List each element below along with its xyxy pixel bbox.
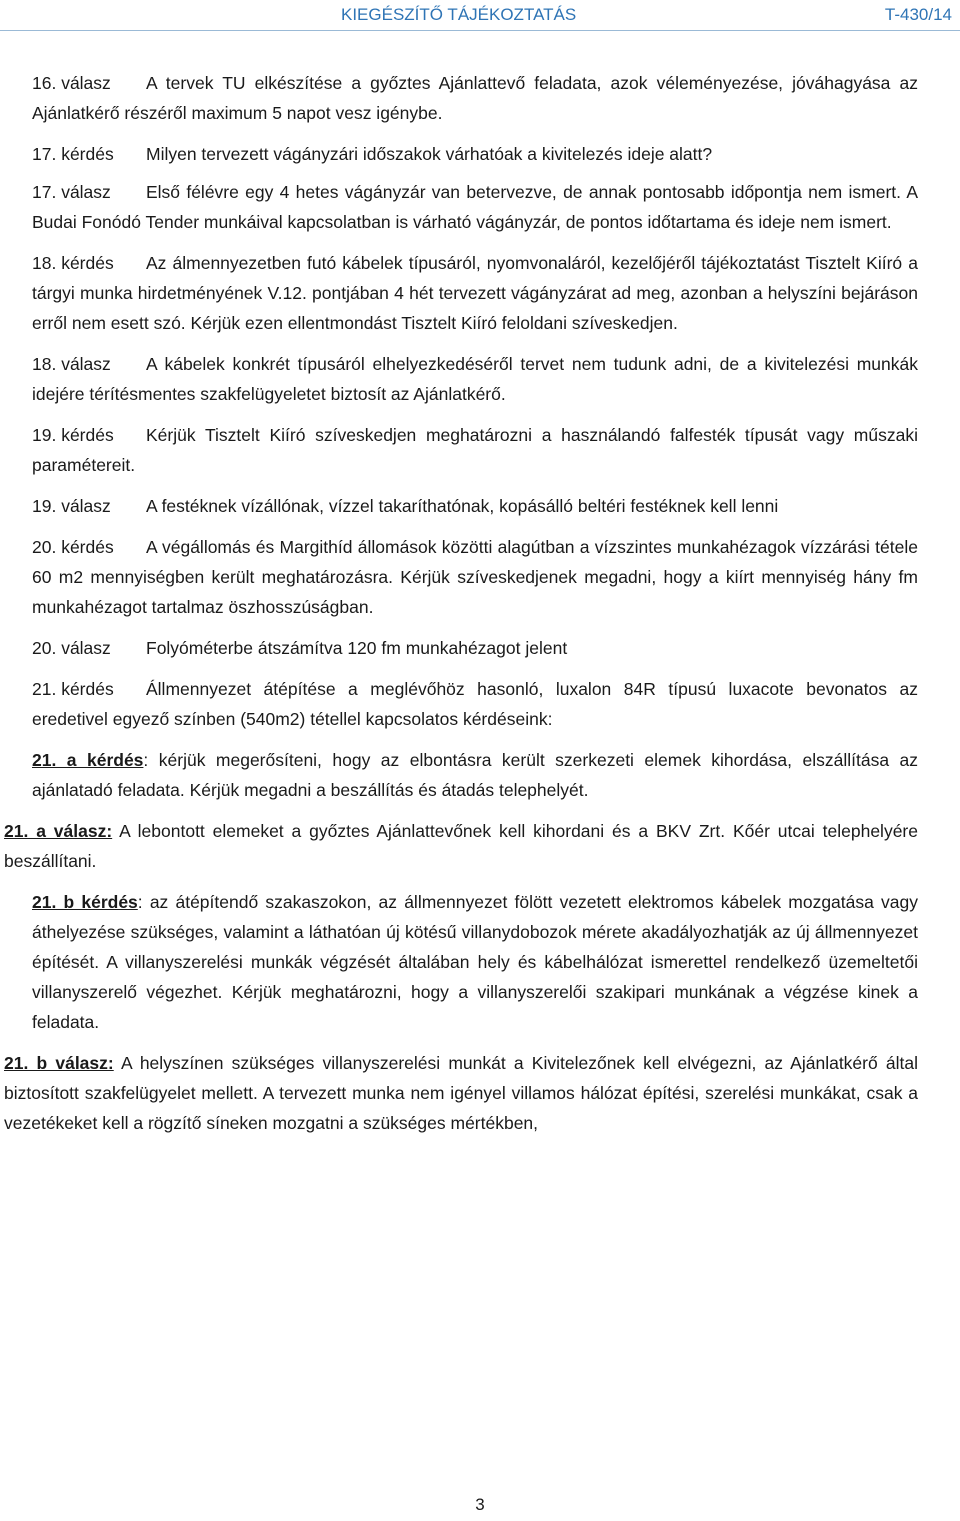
entry-text: Állmennyezet átépítése a meglévőhöz hasonló, luxalon 84R típusú luxacote bevonatos az eredetivel egyező színben (540m2) tétellel kapcsolatos kérdéseink: — [32, 679, 918, 729]
answer-18 — [32, 349, 918, 409]
entry-label: 17. válasz — [32, 182, 111, 202]
answer-19 — [32, 491, 918, 521]
question-21a — [32, 745, 918, 805]
entry-text: Milyen tervezett vágányzári időszakok várhatóak a kivitelezés ideje alatt? — [146, 144, 713, 164]
subentry-label: 21. a válasz: — [4, 821, 113, 841]
entry-label: 17. kérdés — [32, 144, 114, 164]
answer-16 — [32, 68, 918, 128]
subentry-label: 21. b válasz: — [4, 1053, 114, 1073]
entry-text: A festéknek vízállónak, vízzel takaríthatónak, kopásálló beltéri festéknek kell lenni — [146, 496, 779, 516]
question-20 — [32, 532, 918, 622]
subentry-separator: : — [137, 892, 143, 912]
entry-label: 18. kérdés — [32, 253, 114, 273]
question-17 — [32, 139, 918, 169]
subentry-text: A helyszínen szükséges villanyszerelési munkát a Kivitelezőnek kell elvégezni, az Ajánlatkérő által biztosított szakfelügyelet mellett. A tervezett munka nem igényel villamos hálózat építési, szerelési munkákat, csak a vezetékeket kell a rögzítő síneken mozgatni a szükséges mértékben, — [4, 1053, 918, 1133]
entry-label: 19. kérdés — [32, 425, 114, 445]
entry-text: Első félévre egy 4 hetes vágányzár van betervezve, de annak pontosabb időpontja nem ismert. A Budai Fonódó Tender munkáival kapcsolatban is várható vágányzár, de pontos időtartama és ideje nem ismert. — [32, 182, 918, 232]
question-21b — [32, 887, 918, 1037]
entry-text: A kábelek konkrét típusáról elhelyezkedéséről tervet nem tudunk adni, de a kivitelezési munkák idejére térítésmentes szakfelügyeletet biztosít az Ajánlatkérő. — [32, 354, 918, 404]
entry-label: 19. válasz — [32, 496, 111, 516]
page-number: 3 — [475, 1495, 485, 1514]
entry-text: A tervek TU elkészítése a győztes Ajánlattevő feladata, azok véleményezése, jóváhagyása az Ajánlatkérő részéről maximum 5 napot vesz igénybe. — [32, 73, 918, 123]
entry-text: Az álmennyezetben futó kábelek típusáról, nyomvonaláról, kezelőjéről tájékoztatást Tisztelt Kiíró a tárgyi munka hirdetményének V.12. pontjában 4 hét tervezett vágányzárat ad meg, azonban a helyszíni bejáráson erről nem esett szó. Kérjük ezen ellentmondást Tisztelt Kiíró feloldani szíveskedjen. — [32, 253, 918, 333]
header-reference: T-430/14 — [884, 5, 952, 24]
answer-17 — [32, 177, 918, 237]
answer-20 — [32, 633, 918, 663]
entry-label: 18. válasz — [32, 354, 111, 374]
subentry-label: 21. b kérdés — [32, 892, 138, 912]
subentry-text: az átépítendő szakaszokon, az állmennyezet fölött vezetett elektromos kábelek mozgatása vagy áthelyezése szükséges, valamint a láthatóan új kötésű villanydobozok mérete akadályozhatják az új állmennyezet építését. A villanyszerelési munkák végzését általában hely és kábelhálózat ismerettel rendelkező üzemeltetői villanyszerelő végezhet. Kérjük meghatározni, hogy a villanyszerelői szakipari munkának a végzése kinek a feladata. — [32, 892, 918, 1032]
question-21 — [32, 674, 918, 734]
entry-label: 20. válasz — [32, 638, 111, 658]
question-18 — [32, 248, 918, 338]
entry-text: Kérjük Tisztelt Kiíró szíveskedjen meghatározni a használandó falfesték típusát vagy műszaki paramétereit. — [32, 425, 918, 475]
answer-21a — [4, 816, 918, 876]
entry-label: 21. kérdés — [32, 679, 114, 699]
entry-text: Folyóméterbe átszámítva 120 fm munkahézagot jelent — [146, 638, 568, 658]
subentry-separator: : — [143, 750, 149, 770]
question-19 — [32, 420, 918, 480]
entry-label: 16. válasz — [32, 73, 111, 93]
document-body — [4, 68, 918, 1149]
page-header — [0, 0, 960, 31]
entry-text: A végállomás és Margithíd állomások közötti alagútban a vízszintes munkahézagok vízzárási tétele 60 m2 mennyiségben került meghatározásra. Kérjük szíveskedjenek megadni, hogy a kiírt mennyiség hány fm munkahézagot tartalmaz öszhosszúságban. — [32, 537, 918, 617]
answer-21b — [4, 1048, 918, 1138]
header-title: KIEGÉSZÍTŐ TÁJÉKOZTATÁS — [341, 5, 577, 24]
subentry-text: A lebontott elemeket a győztes Ajánlattevőnek kell kihordani és a BKV Zrt. Kőér utcai telephelyére beszállítani. — [4, 821, 918, 871]
subentry-text: kérjük megerősíteni, hogy az elbontásra került szerkezeti elemek kihordása, elszállítása az ajánlatadó feladata. Kérjük megadni a beszállítás és átadás telephelyét. — [32, 750, 918, 800]
subentry-label: 21. a kérdés — [32, 750, 144, 770]
entry-label: 20. kérdés — [32, 537, 114, 557]
